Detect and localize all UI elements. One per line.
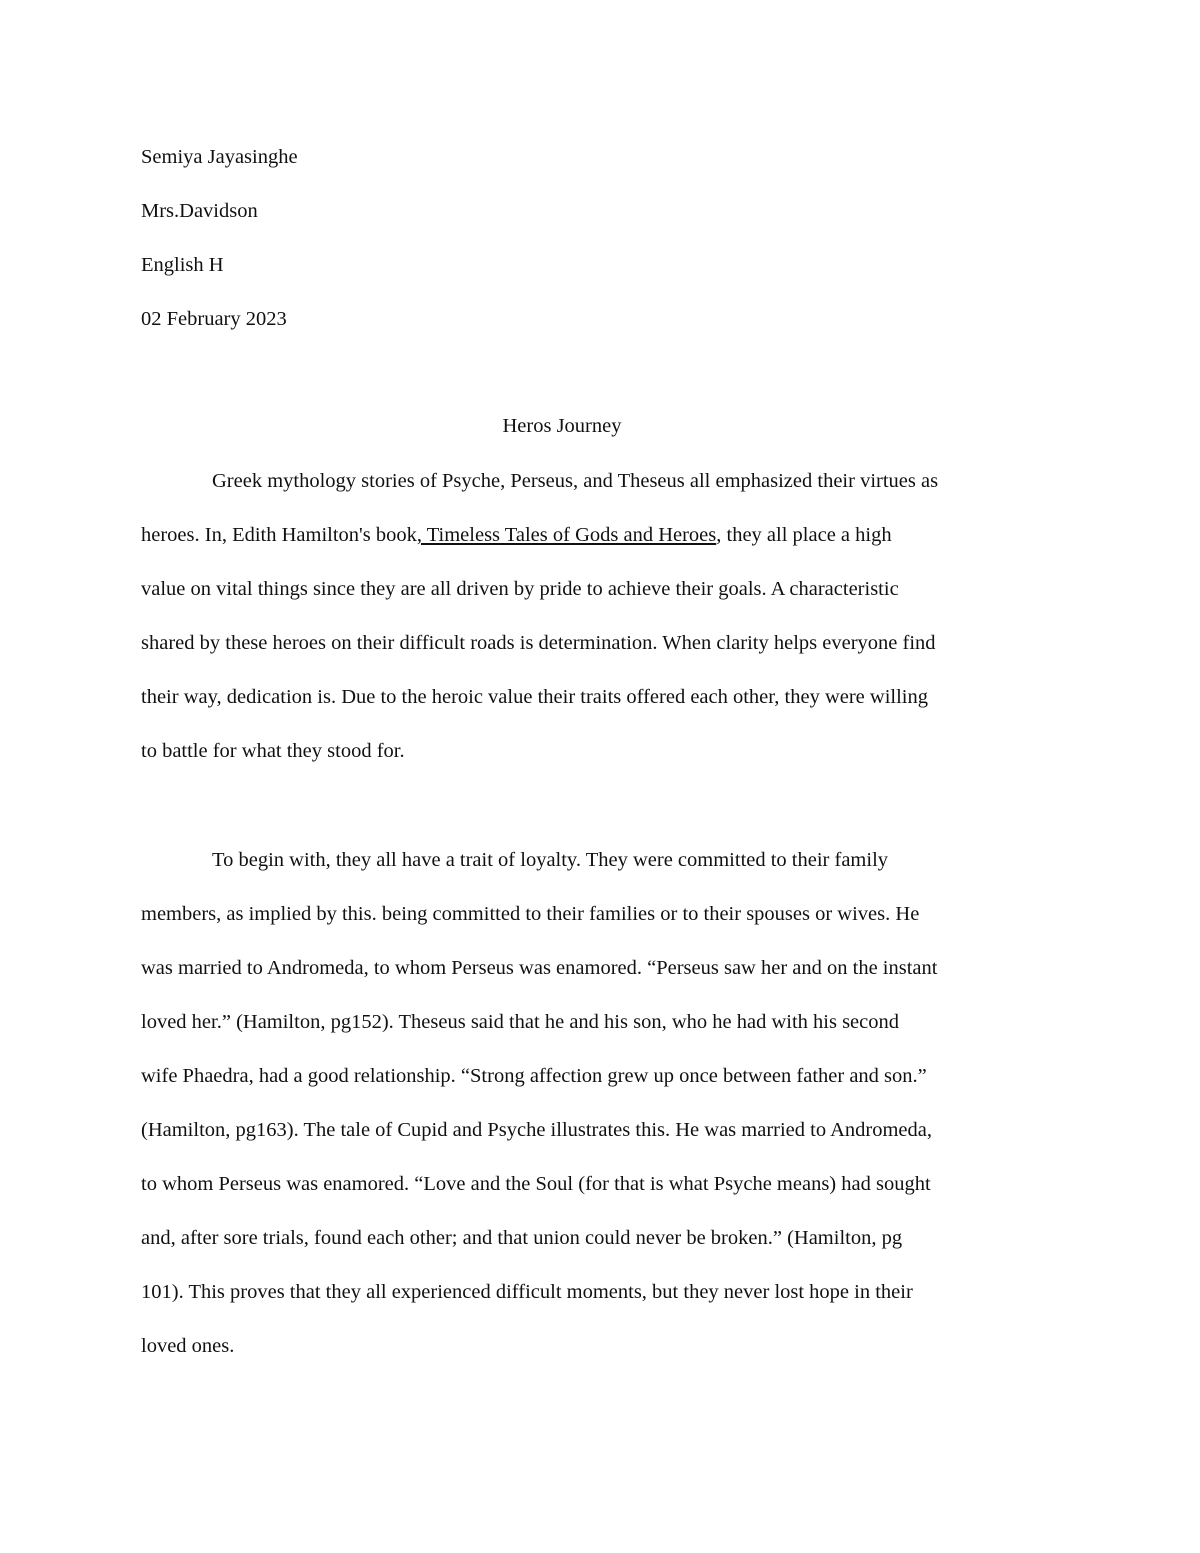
paragraph-line: to battle for what they stood for.	[141, 740, 405, 762]
paragraph-line: loved her.” (Hamilton, pg152). Theseus said that he and his son, who he had with his second	[141, 1011, 899, 1033]
paragraph-line: members, as implied by this. being committed to their families or to their spouses or wives. He	[141, 903, 920, 925]
paragraph-line: (Hamilton, pg163). The tale of Cupid and Psyche illustrates this. He was married to Andromeda,	[141, 1119, 932, 1141]
document-date: 02 February 2023	[141, 308, 287, 330]
paragraph-line: was married to Andromeda, to whom Perseus was enamored. “Perseus saw her and on the instant	[141, 957, 938, 979]
paragraph-line: shared by these heroes on their difficult roads is determination. When clarity helps everyone find	[141, 632, 936, 654]
course-name: English H	[141, 254, 224, 276]
document-title: Heros Journey	[502, 415, 622, 437]
paragraph-line: to whom Perseus was enamored. “Love and the Soul (for that is what Psyche means) had sought	[141, 1173, 931, 1195]
paragraph-line: value on vital things since they are all driven by pride to achieve their goals. A characteristic	[141, 578, 899, 600]
paragraph-line: wife Phaedra, had a good relationship. “Strong affection grew up once between father and son.”	[141, 1065, 927, 1087]
book-title: , Timeless Tales of Gods and Heroes	[416, 524, 717, 546]
paragraph-line: their way, dedication is. Due to the heroic value their traits offered each other, they were willing	[141, 686, 928, 708]
paragraph-line: Greek mythology stories of Psyche, Perseus, and Theseus all emphasized their virtues as	[212, 470, 939, 492]
paragraph-line: To begin with, they all have a trait of loyalty. They were committed to their family	[212, 849, 889, 871]
paragraph-line: and, after sore trials, found each other; and that union could never be broken.” (Hamilton, pg	[141, 1227, 903, 1249]
teacher-name: Mrs.Davidson	[141, 200, 258, 222]
line-text: heroes. In, Edith Hamilton's book	[141, 524, 417, 546]
paragraph-line: 101). This proves that they all experienced difficult moments, but they never lost hope in their	[141, 1281, 913, 1303]
student-name: Semiya Jayasinghe	[141, 146, 298, 168]
line-text: , they all place a high	[716, 524, 892, 546]
paragraph-line	[141, 520, 892, 550]
paragraph-line: loved ones.	[141, 1335, 235, 1357]
